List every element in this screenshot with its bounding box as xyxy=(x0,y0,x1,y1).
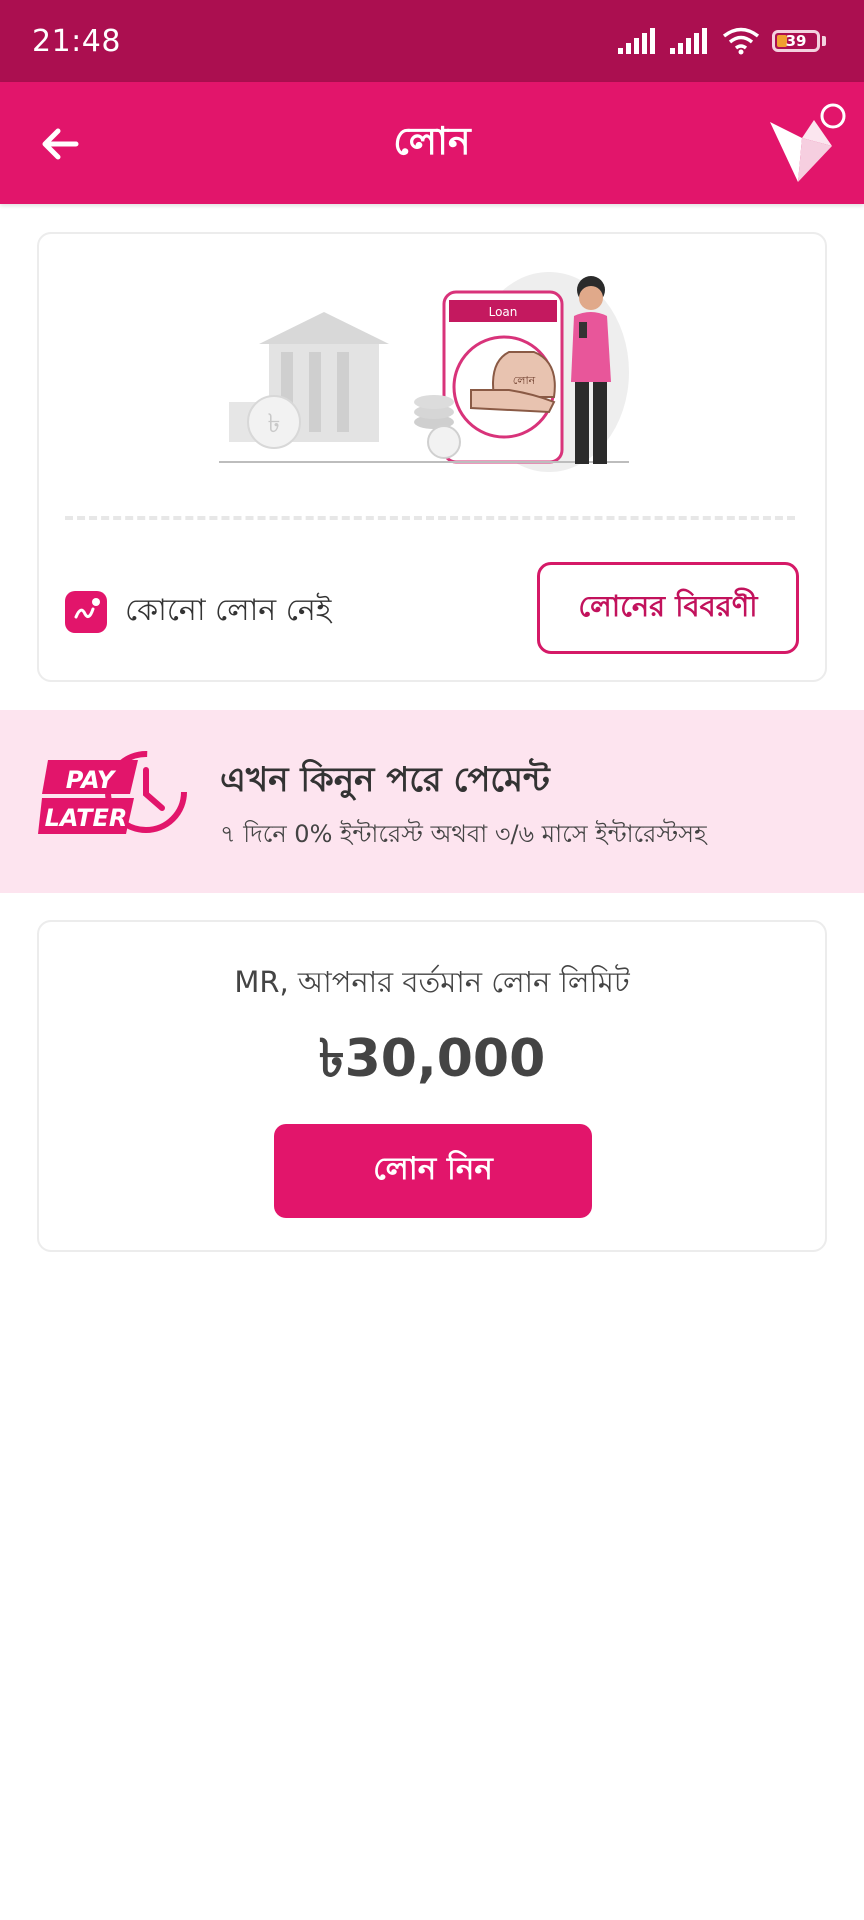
take-loan-button[interactable]: লোন নিন xyxy=(274,1124,592,1218)
status-icons xyxy=(618,27,826,55)
pay-later-logo-icon xyxy=(38,750,196,850)
loan-limit-amount: ৳30,000 xyxy=(318,1029,546,1089)
bag-label: লোন xyxy=(512,374,536,387)
pay-later-line1: PAY xyxy=(65,766,115,794)
bird-logo-icon[interactable] xyxy=(762,90,850,186)
loan-limit-card xyxy=(37,920,827,1252)
dashed-divider xyxy=(65,516,795,520)
signal-icon xyxy=(618,28,658,54)
status-bar xyxy=(0,0,864,82)
pay-later-banner[interactable] xyxy=(0,710,864,893)
pay-later-title: এখন কিনুন পরে পেমেন্ট xyxy=(220,760,550,800)
status-time: 21:48 xyxy=(32,23,121,59)
wifi-icon xyxy=(722,27,760,55)
loan-status-row xyxy=(65,586,331,637)
trend-icon xyxy=(65,591,107,633)
battery-icon xyxy=(772,30,820,52)
page-title: লোন xyxy=(393,119,471,163)
pay-later-subtitle: ৭ দিনে 0% ইন্টারেস্ট অথবা ৩/৬ মাসে ইন্টারেস্টসহ xyxy=(220,820,707,848)
loan-details-button[interactable]: লোনের বিবরণী xyxy=(537,562,799,654)
pay-later-line2: LATER xyxy=(44,804,128,832)
svg-text:৳: ৳ xyxy=(267,409,281,439)
loan-status-text: কোনো লোন নেই xyxy=(125,593,332,628)
app-bar xyxy=(0,82,864,204)
battery-level: 39 xyxy=(785,32,807,50)
loan-limit-label: MR, আপনার বর্তমান লোন লিমিট xyxy=(234,965,630,999)
loan-illustration xyxy=(209,272,649,492)
signal-icon xyxy=(670,28,710,54)
battery-tip xyxy=(822,36,826,46)
loan-status-card xyxy=(37,232,827,682)
illustration-tag: Loan xyxy=(488,305,518,319)
